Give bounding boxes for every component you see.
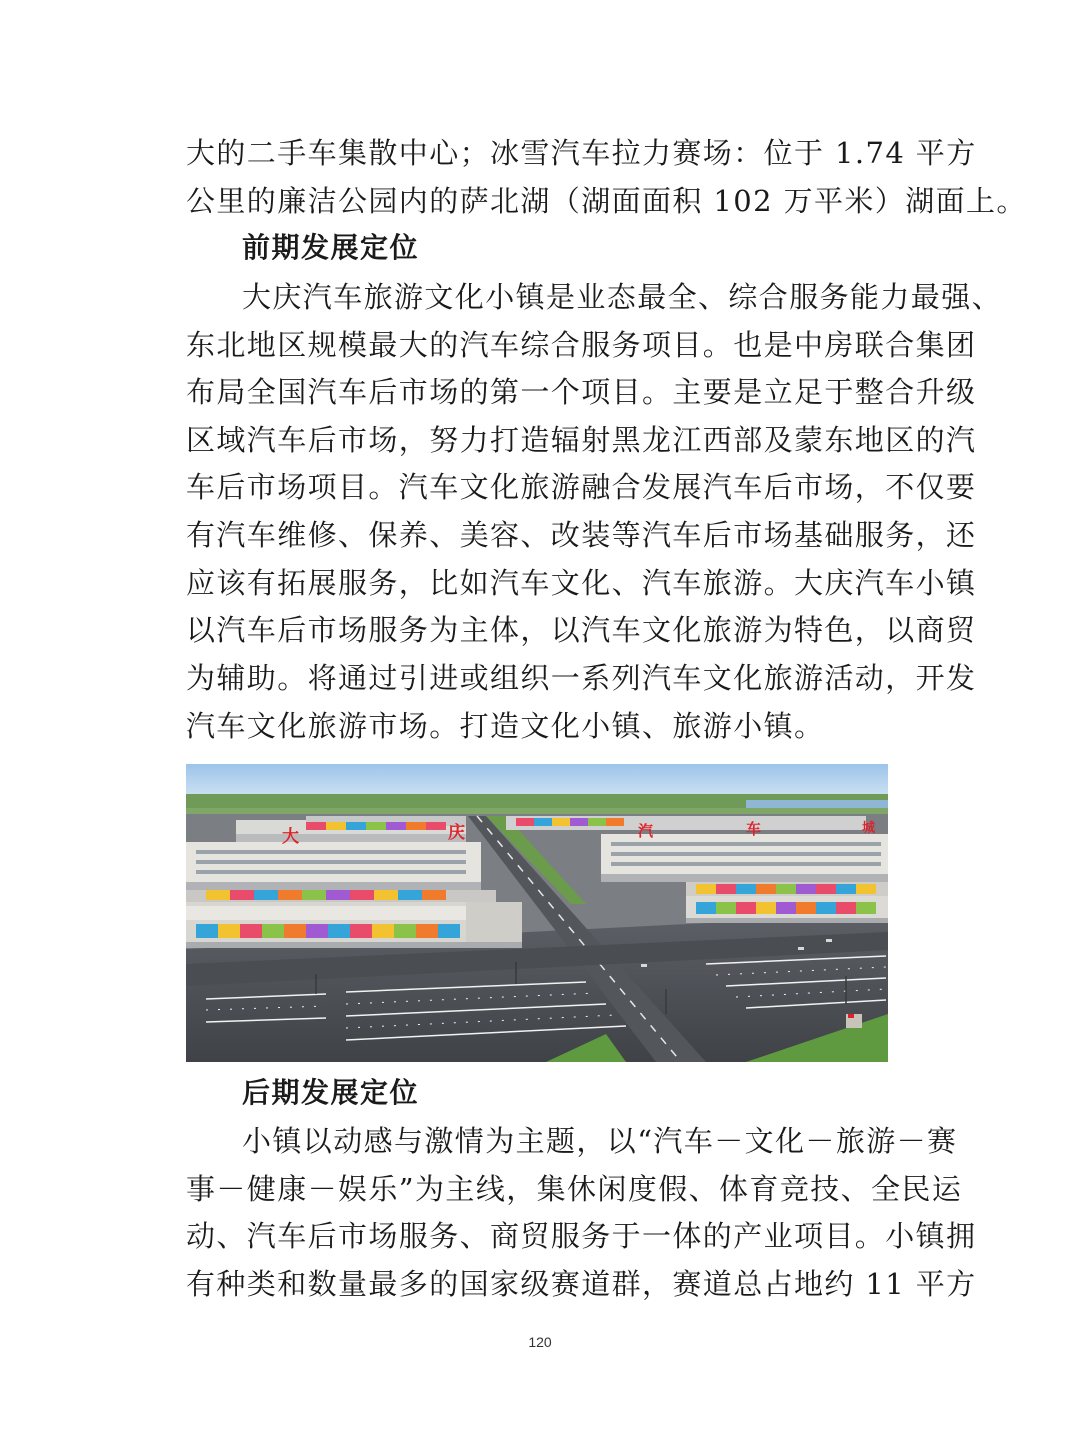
rooftop-sign-2: 庆 (448, 823, 465, 843)
paragraph-line: 大庆汽车旅游文化小镇是业态最全、综合服务能力最强、 (242, 280, 1003, 314)
paragraph-line: 小镇以动感与激情为主题，以“汽车－文化－旅游－赛 (242, 1124, 958, 1158)
paragraph-line: 汽车文化旅游市场。打造文化小镇、旅游小镇。 (186, 709, 825, 743)
paragraph-line: 事－健康－娱乐”为主线，集休闲度假、体育竞技、全民运 (186, 1172, 963, 1206)
paragraph-line: 动、汽车后市场服务、商贸服务于一体的产业项目。小镇拥 (186, 1219, 977, 1253)
paragraph-line: 车后市场项目。汽车文化旅游融合发展汽车后市场，不仅要 (186, 470, 977, 504)
paragraph-line: 布局全国汽车后市场的第一个项目。主要是立足于整合升级 (186, 375, 977, 409)
section-heading-early: 前期发展定位 (242, 231, 420, 264)
rooftop-sign-3: 汽 (638, 822, 654, 840)
paragraph-line: 区域汽车后市场，努力打造辐射黑龙江西部及蒙东地区的汽 (186, 423, 977, 457)
aerial-photo-illustration (186, 764, 888, 1062)
paragraph-line: 东北地区规模最大的汽车综合服务项目。也是中房联合集团 (186, 328, 977, 362)
paragraph-line: 以汽车后市场服务为主体，以汽车文化旅游为特色，以商贸 (186, 613, 977, 647)
paragraph-line: 有种类和数量最多的国家级赛道群，赛道总占地约 11 平方 (186, 1267, 977, 1301)
aerial-photo (186, 764, 888, 1062)
paragraph-line: 有汽车维修、保养、美容、改装等汽车后市场基础服务，还 (186, 518, 977, 552)
paragraph-line: 为辅助。将通过引进或组织一系列汽车文化旅游活动，开发 (186, 661, 977, 695)
rooftop-sign-4: 车 (746, 820, 762, 838)
section-heading-late: 后期发展定位 (242, 1076, 420, 1109)
rooftop-sign-1: 大 (282, 827, 299, 847)
paragraph-line: 应该有拓展服务，比如汽车文化、汽车旅游。大庆汽车小镇 (186, 566, 977, 600)
paragraph-line: 公里的廉洁公园内的萨北湖（湖面面积 102 万平米）湖面上。 (186, 184, 1027, 218)
paragraph-line: 大的二手车集散中心；冰雪汽车拉力赛场：位于 1.74 平方 (186, 136, 977, 170)
page-number: 120 (528, 1334, 552, 1350)
rooftop-sign-5: 城 (862, 821, 876, 836)
